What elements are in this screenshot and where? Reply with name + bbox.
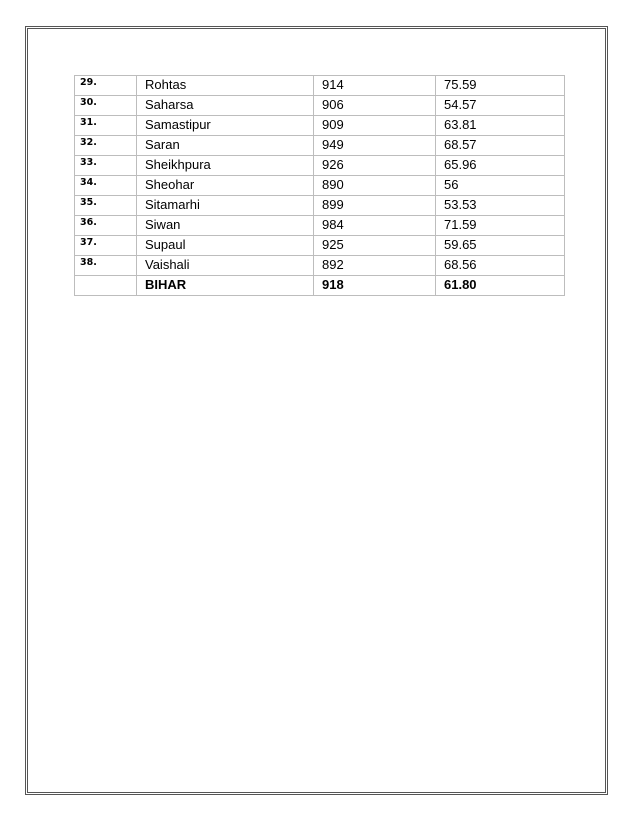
value-cell-2: 68.56 — [436, 256, 565, 276]
serial-number: 29. — [75, 76, 137, 96]
serial-number: 32. — [75, 136, 137, 156]
table-row — [75, 76, 565, 96]
serial-number: 36. — [75, 216, 137, 236]
district-name: Sheohar — [137, 176, 314, 196]
value-cell-2: 56 — [436, 176, 565, 196]
value-cell-1: 906 — [314, 96, 436, 116]
table-row — [75, 216, 565, 236]
serial-number: 33. — [75, 156, 137, 176]
total-value-2: 61.80 — [436, 276, 565, 296]
value-cell-2: 68.57 — [436, 136, 565, 156]
district-name: Siwan — [137, 216, 314, 236]
value-cell-2: 75.59 — [436, 76, 565, 96]
value-cell-1: 949 — [314, 136, 436, 156]
table-row — [75, 196, 565, 216]
district-name: Samastipur — [137, 116, 314, 136]
value-cell-1: 926 — [314, 156, 436, 176]
table-row — [75, 156, 565, 176]
value-cell-2: 71.59 — [436, 216, 565, 236]
table-row — [75, 256, 565, 276]
district-table — [74, 75, 565, 296]
serial-number: 37. — [75, 236, 137, 256]
value-cell-1: 925 — [314, 236, 436, 256]
serial-number: 38. — [75, 256, 137, 276]
value-cell-1: 899 — [314, 196, 436, 216]
serial-number: 35. — [75, 196, 137, 216]
serial-number: 31. — [75, 116, 137, 136]
table-row — [75, 176, 565, 196]
table-row — [75, 96, 565, 116]
district-name: Sheikhpura — [137, 156, 314, 176]
value-cell-2: 54.57 — [436, 96, 565, 116]
serial-number — [75, 276, 137, 296]
value-cell-1: 909 — [314, 116, 436, 136]
district-name: Sitamarhi — [137, 196, 314, 216]
district-name: Saharsa — [137, 96, 314, 116]
state-name: BIHAR — [137, 276, 314, 296]
serial-number: 30. — [75, 96, 137, 116]
value-cell-1: 890 — [314, 176, 436, 196]
value-cell-2: 53.53 — [436, 196, 565, 216]
district-name: Rohtas — [137, 76, 314, 96]
value-cell-2: 59.65 — [436, 236, 565, 256]
table-row — [75, 236, 565, 256]
total-row — [75, 276, 565, 296]
serial-number: 34. — [75, 176, 137, 196]
table-row — [75, 136, 565, 156]
district-name: Vaishali — [137, 256, 314, 276]
value-cell-2: 63.81 — [436, 116, 565, 136]
table-row — [75, 116, 565, 136]
value-cell-1: 914 — [314, 76, 436, 96]
value-cell-2: 65.96 — [436, 156, 565, 176]
district-name: Supaul — [137, 236, 314, 256]
value-cell-1: 892 — [314, 256, 436, 276]
total-value-1: 918 — [314, 276, 436, 296]
value-cell-1: 984 — [314, 216, 436, 236]
district-name: Saran — [137, 136, 314, 156]
